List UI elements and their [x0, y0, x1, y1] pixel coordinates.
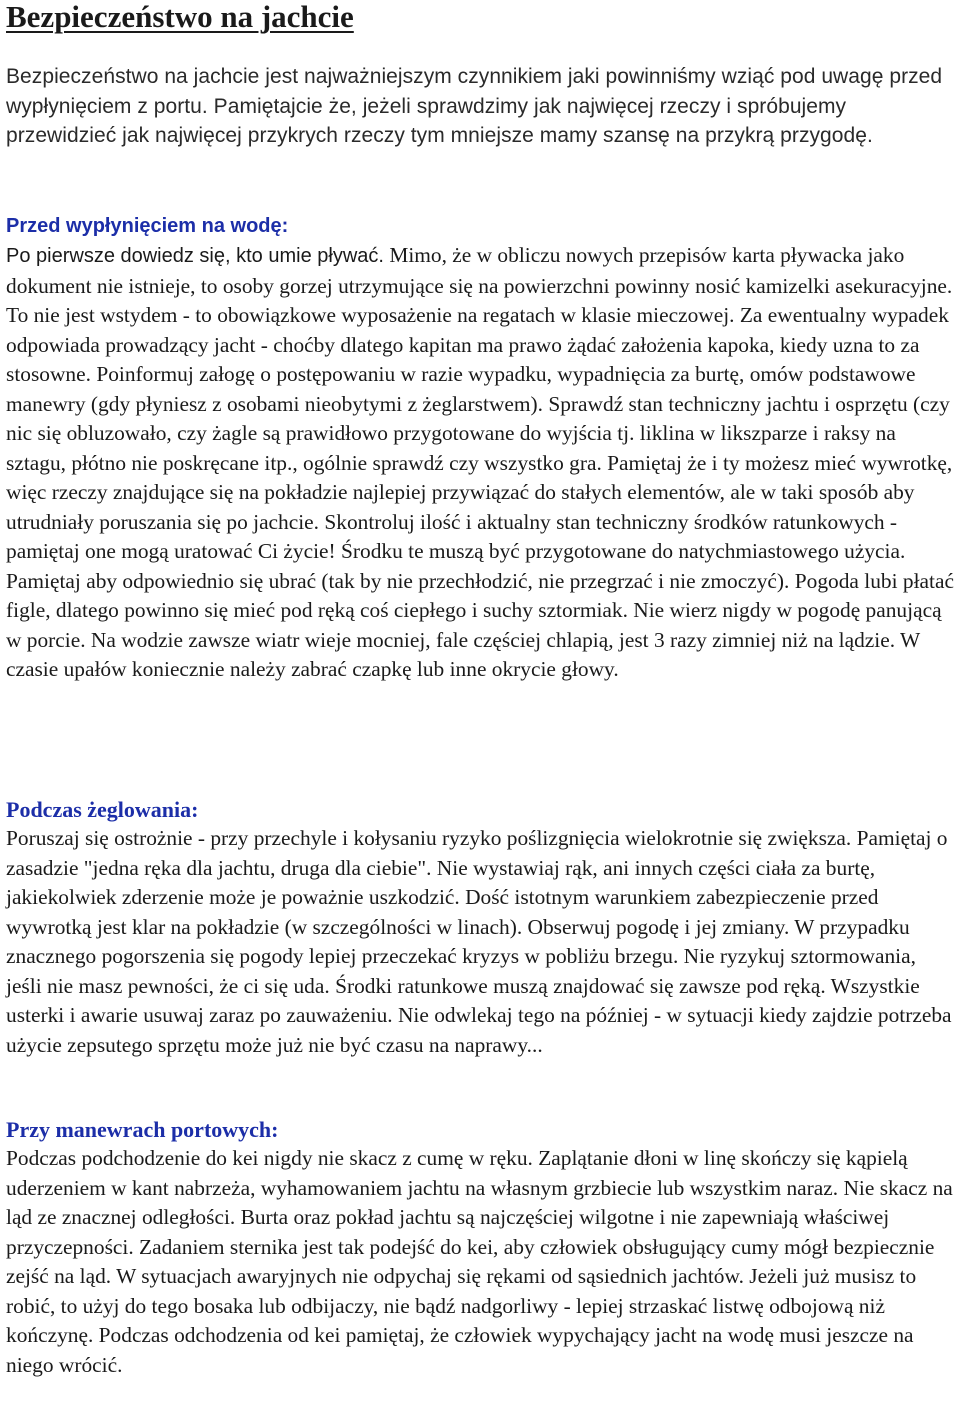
section-before-sailing — [6, 212, 956, 685]
section-paragraph — [6, 241, 956, 685]
section-body: Mimo, że w obliczu nowych przepisów karta pływacka jako dokument nie istnieje, to osoby gorzej utrzymujące się na powierzchni powinny nosić kamizelki asekuracyjne. To nie jest wstydem - to obowiązkowe wyposażenie na regatach w klasie mieczowej. Za ewentualny wypadek odpowiada prowadzący jacht - choćby dlatego kapitan ma prawo żądać założenia kapoka, kiedy uzna to za stosowne. Poinformuj załogę o postępowaniu w razie wypadku, wypadnięcia za burtę, omów podstawowe manewry (gdy płyniesz z osobami nieobytymi z żeglarstwem). Sprawdź stan techniczny jachtu i osprzętu (czy nic się obluzowało, czy żagle są prawidłowo przygotowane do wyjścia tj. liklina w likszparze i raksy na sztagu, płótno nie poskręcane itp., ogólnie sprawdź czy wszystko gra. Pamiętaj że i ty możesz mieć wywrotkę, więc rzeczy znajdujące się na pokładzie najlepiej przywiązać do stałych elementów, ale w taki sposób aby utrudniały poruszania się po jachcie. Skontroluj ilość i aktualny stan techniczny środków ratunkowych - pamiętaj one mogą uratować Ci życie! Środku te muszą być przygotowane do natychmiastowego użycia. Pamiętaj aby odpowiednio się ubrać (tak by nie przechłodzić, nie przegrzać i nie zmoczyć). Pogoda lubi płatać figle, dlatego powinno się mieć pod ręką coś ciepłego i suchy sztormiak. Nie wierz nigdy w pogodę panującą w porcie. Na wodzie zawsze wiatr wieje mocniej, fale częściej chlapią, jest 3 razy zimniej niż na lądzie. W czasie upałów koniecznie należy zabrać czapkę lub inne okrycie głowy. — [6, 243, 954, 681]
lead-sentence: Po pierwsze dowiedz się, kto umie pływać. — [6, 245, 384, 267]
section-port-maneuvers — [6, 1115, 958, 1380]
section-paragraph: Poruszaj się ostrożnie - przy przechyle i kołysaniu ryzyko poślizgnięcia wielokrotnie się zwiększa. Pamiętaj o zasadzie "jedna ręka dla jachtu, druga dla ciebie". Nie wystawiaj rąk, ani innych części ciała za burtę, jakiekolwiek zderzenie może je poważnie uszkodzić. Dość istotnym warunkiem zabezpieczenie przed wywrotką jest klar na pokładzie (w szczególności w linach). Obserwuj pogodę i jej zmiany. W przypadku znacznego pogorszenia się pogody lepiej przeczekać kryzys w pobliżu brzegu. Nie ryzykuj sztormowania, jeśli nie masz pewności, że ci się uda. Środki ratunkowe muszą znajdować się zawsze pod ręką. Wszystkie usterki i awarie usuwaj zaraz po zauważeniu. Nie odwlekaj tego na później - w sytuacji kiedy zajdzie potrzeba użycie zepsutego sprzętu może już nie być czasu na naprawy... — [6, 826, 952, 1057]
section-heading: Przed wypłynięciem na wodę: — [6, 215, 289, 237]
intro-paragraph: Bezpieczeństwo na jachcie jest najważniejszym czynnikiem jaki powinniśmy wziąć pod uwagę przed wypłynięciem z portu. Pamiętajcie że, jeżeli sprawdzimy jak najwięcej rzeczy i spróbujemy przewidzieć jak najwięcej przykrych rzeczy tym mniejsze mamy szansę na przykrą przygodę. — [6, 65, 943, 147]
section-while-sailing — [6, 795, 956, 1060]
section-paragraph: Podczas podchodzenie do kei nigdy nie skacz z cumę w ręku. Zaplątanie dłoni w linę skończy się kąpielą uderzeniem w kant nabrzeża, wyhamowaniem jachtu na własnym grzbiecie lub wszystkim naraz. Nie skacz na ląd ze znacznej odległości. Burta oraz pokład jachtu są najczęściej wilgotne i nie zapewniają właściwej przyczepności. Zadaniem sternika jest tak podejść do kei, aby człowiek obsługujący cumy mógł bezpiecznie zejść na ląd. W sytuacjach awaryjnych nie odpychaj się rękami od sąsiednich jachtów. Jeżeli już musisz to robić, to użyj do tego bosaka lub odbijaczy, nie bądź nadgorliwy - lepiej strzaskać listwę odbojową niż kończynę. Podczas odchodzenia od kei pamiętaj, że człowiek wypychający jacht na wodę musi jeszcze na niego wrócić. — [6, 1146, 953, 1377]
section-heading: Podczas żeglowania: — [6, 797, 199, 822]
document-page — [6, 0, 956, 1377]
section-heading: Przy manewrach portowych: — [6, 1117, 279, 1142]
page-title: Bezpieczeństwo na jachcie — [6, 0, 354, 34]
